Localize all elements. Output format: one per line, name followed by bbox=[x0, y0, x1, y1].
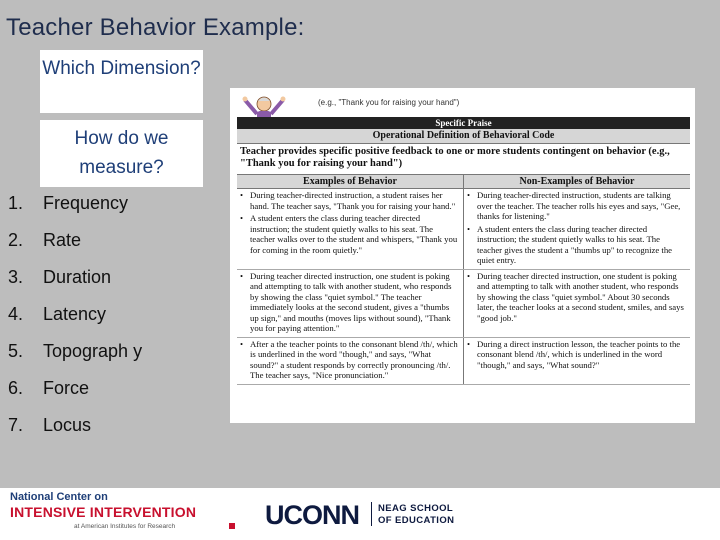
neag-logo-line2: OF EDUCATION bbox=[378, 515, 455, 526]
list-item: • A student enters the class during teacher directed instruction; the student quietly walks to his seat. The teacher walks over to the student and whispers, "Thank you for coming in the room quietly." bbox=[240, 213, 458, 255]
table-header: Specific Praise bbox=[237, 117, 690, 129]
list-item: • A student enters the class during teacher directed instruction; the student quietly walks to his seat. The teacher gives the student a "thumbs up" to recognize the quiet entry. bbox=[467, 223, 673, 265]
neag-logo-line1: NEAG SCHOOL bbox=[378, 503, 454, 514]
list-item: 2. Rate bbox=[8, 230, 82, 250]
question-how-measure: How do we measure? bbox=[40, 120, 203, 187]
list-item: • After a the teacher points to the consonant blend /th/, which is underlined in the word "though," and says, "What sound?" a student responds by correctly pronouncing /th/. The teacher says, "Nice pronunciation." bbox=[240, 338, 458, 380]
column-headers bbox=[237, 175, 690, 189]
list-item: 5. Topograph y bbox=[8, 341, 143, 361]
nci-logo-line1: National Center on bbox=[10, 491, 108, 503]
list-item: 4. Latency bbox=[8, 304, 107, 324]
table-row bbox=[237, 189, 690, 270]
list-item: 1. Frequency bbox=[8, 193, 129, 213]
non-examples-cell bbox=[464, 338, 690, 384]
list-item: 3. Duration bbox=[8, 267, 112, 287]
table-row bbox=[237, 338, 690, 385]
dimension-list bbox=[6, 193, 176, 452]
list-item: • During teacher-directed instruction, students are talking over the teacher. The teacher rolls his eyes and says, "Gee, thanks for listening." bbox=[467, 190, 681, 221]
nci-square-icon bbox=[229, 523, 235, 529]
list-item: • During teacher directed instruction, one student is poking and attempting to talk with another student, who responds by showing the class "quiet symbol." The teacher immediately looks at the second student, gives a "thumbs up sign," and mouths (moves lips without sound), "Thank you for paying attention." bbox=[240, 270, 452, 333]
non-examples-cell bbox=[464, 189, 690, 269]
footer-logo-bar bbox=[0, 488, 720, 540]
list-item: • During teacher-directed instruction, a student raises her hand. The teacher says, "Thank you for raising your hand." bbox=[240, 190, 456, 211]
col-non-examples: Non-Examples of Behavior bbox=[519, 176, 635, 187]
question-which-dimension: Which Dimension? bbox=[40, 50, 203, 113]
list-item: 6. Force bbox=[8, 378, 90, 398]
nci-logo-line3: at American Institutes for Research bbox=[74, 523, 176, 530]
behavior-code-document bbox=[230, 88, 695, 423]
behavior-table bbox=[237, 117, 690, 385]
slide-title: Teacher Behavior Example: bbox=[6, 14, 305, 41]
nci-logo-line2: INTENSIVE INTERVENTION bbox=[10, 504, 197, 520]
uconn-logo: UCONN bbox=[265, 500, 359, 530]
examples-cell bbox=[237, 189, 464, 269]
examples-cell bbox=[237, 270, 464, 337]
logo-divider bbox=[371, 502, 372, 526]
list-item: 7. Locus bbox=[8, 415, 92, 435]
list-item: • During teacher directed instruction, one student is poking and attempting to talk with another student, who responds by showing the class "quiet symbol." About 30 seconds later, the teacher looks at a second student, smiles, and says "good job." bbox=[467, 270, 684, 323]
non-examples-cell bbox=[464, 270, 690, 337]
table-subheader: Operational Definition of Behavioral Code bbox=[237, 129, 690, 144]
col-examples: Examples of Behavior bbox=[237, 175, 464, 188]
table-row bbox=[237, 270, 690, 338]
list-item: • During a direct instruction lesson, the teacher points to the consonant blend /th/, which is underlined in the word "though," and says, "What sound?" bbox=[467, 338, 681, 370]
examples-cell bbox=[237, 338, 464, 384]
formula-snippet: (e.g., "Thank you for raising your hand") bbox=[318, 98, 460, 107]
definition-text: Teacher provides specific positive feedback to one or more students contingent on behavior (e.g., "Thank you for raising your hand") bbox=[237, 144, 690, 175]
